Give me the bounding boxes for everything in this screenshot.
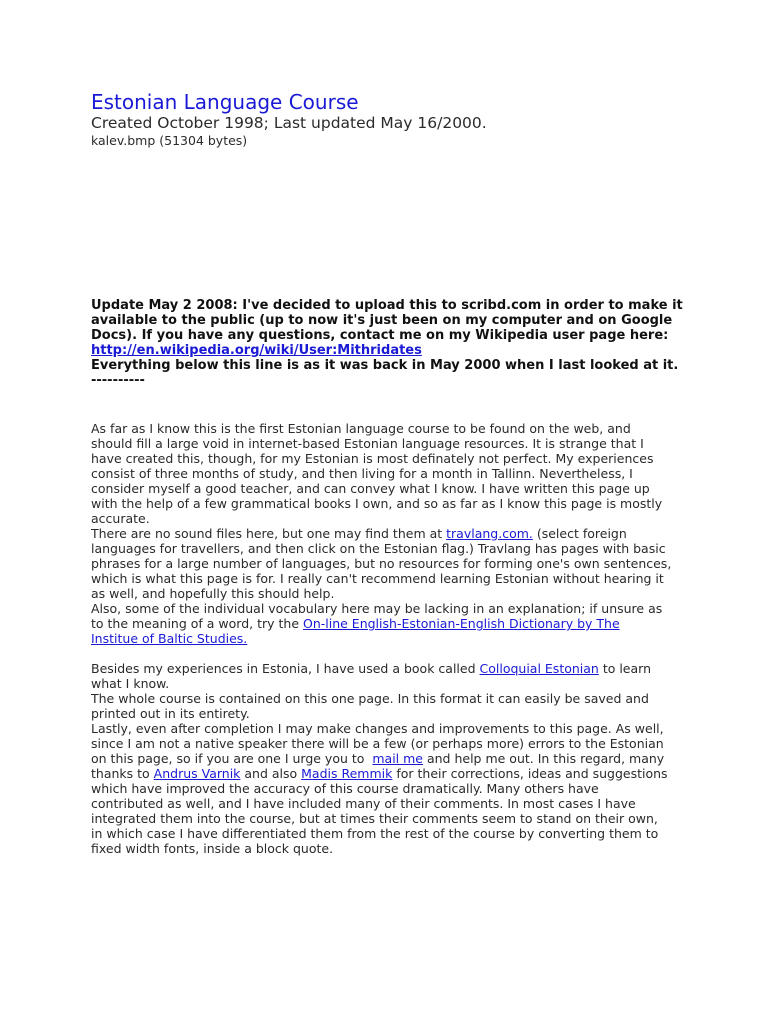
body-line — [91, 661, 691, 676]
body-line: consist of three months of study, and then living for a month in Tallinn. Nevertheless, I — [91, 466, 633, 481]
text-run: (select foreign — [532, 526, 627, 541]
body-line: which is what this page is for. I really can't recommend learning Estonian without hearing it — [91, 571, 664, 586]
body-line: consider myself a good teacher, and can convey what I know. I have written this page up — [91, 481, 650, 496]
body-line: integrated them into the course, but at times their comments seem to stand on their own, — [91, 811, 658, 826]
body-line — [91, 766, 691, 781]
body-line: fixed width fonts, inside a block quote. — [91, 841, 334, 856]
dictionary-link-continued[interactable]: Institue of Baltic Studies. — [91, 631, 248, 646]
page-title: Estonian Language Course — [91, 90, 359, 114]
body-line: The whole course is contained on this one page. In this format it can easily be saved and — [91, 691, 649, 706]
dictionary-link[interactable]: On-line English-Estonian-English Dictionary by The — [303, 616, 620, 631]
update-note — [91, 298, 691, 388]
update-line: available to the public (up to now it's just been on my computer and on Google — [91, 313, 673, 328]
body-line: Lastly, even after completion I may make changes and improvements to this page. As well, — [91, 721, 664, 736]
body-line: contributed as well, and I have included many of their comments. In most cases I have — [91, 796, 636, 811]
text-run: There are no sound files here, but one may find them at — [91, 526, 447, 541]
text-run: thanks to — [91, 766, 154, 781]
text-run: and also — [240, 766, 302, 781]
mail-me-link[interactable]: mail me — [372, 751, 423, 766]
separator-dashes: ---------- — [91, 373, 145, 388]
body-line: what I know. — [91, 676, 170, 691]
text-run: and help me out. In this regard, many — [423, 751, 665, 766]
text-run: for their corrections, ideas and suggestions — [392, 766, 668, 781]
body-line: should fill a large void in internet-based Estonian language resources. It is strange that I — [91, 436, 644, 451]
body-line: since I am not a native speaker there will be a few (or perhaps more) errors to the Estonian — [91, 736, 664, 751]
body-line — [91, 526, 691, 541]
body-line: have created this, though, for my Estonian is most definately not perfect. My experiences — [91, 451, 654, 466]
text-run: Besides my experiences in Estonia, I have used a book called — [91, 661, 480, 676]
andrus-varnik-link[interactable]: Andrus Varnik — [153, 766, 241, 781]
body-line: languages for travellers, and then click on the Estonian flag.) Travlang has pages with basic — [91, 541, 666, 556]
image-file-info: kalev.bmp (51304 bytes) — [91, 133, 248, 148]
body-line: Also, some of the individual vocabulary here may be lacking in an explanation; if unsure as — [91, 601, 663, 616]
body-line: printed out in its entirety. — [91, 706, 250, 721]
body-line — [91, 751, 691, 766]
body-line: As far as I know this is the first Estonian language course to be found on the web, and — [91, 421, 631, 436]
body-line — [91, 616, 691, 631]
body-line: which have improved the accuracy of this course dramatically. Many others have — [91, 781, 599, 796]
travlang-link[interactable]: travlang.com. — [446, 526, 533, 541]
update-line: Docs). If you have any questions, contact me on my Wikipedia user page here: — [91, 328, 669, 343]
madis-remmik-link[interactable]: Madis Remmik — [301, 766, 393, 781]
body-line: as well, and hopefully this should help. — [91, 586, 335, 601]
body-line: phrases for a large number of languages, but no resources for forming one's own sentences, — [91, 556, 672, 571]
text-run: to learn — [598, 661, 652, 676]
body-line: in which case I have differentiated them from the rest of the course by converting them to — [91, 826, 659, 841]
body-line: accurate. — [91, 511, 150, 526]
created-updated-line: Created October 1998; Last updated May 16/2000. — [91, 114, 487, 132]
wikipedia-user-link[interactable]: http://en.wikipedia.org/wiki/User:Mithridates — [91, 343, 422, 358]
update-line: Update May 2 2008: I've decided to upload this to scribd.com in order to make it — [91, 298, 683, 313]
intro-body — [91, 421, 691, 856]
text-run: on this page, so if you are one I urge you to — [91, 751, 373, 766]
text-run: to the meaning of a word, try the — [91, 616, 303, 631]
colloquial-estonian-link[interactable]: Colloquial Estonian — [479, 661, 599, 676]
update-line: Everything below this line is as it was back in May 2000 when I last looked at it. — [91, 358, 679, 373]
body-line: with the help of a few grammatical books I own, and so as far as I know this page is mostly — [91, 496, 663, 511]
body-line — [91, 631, 691, 646]
paragraph-gap — [91, 646, 691, 661]
